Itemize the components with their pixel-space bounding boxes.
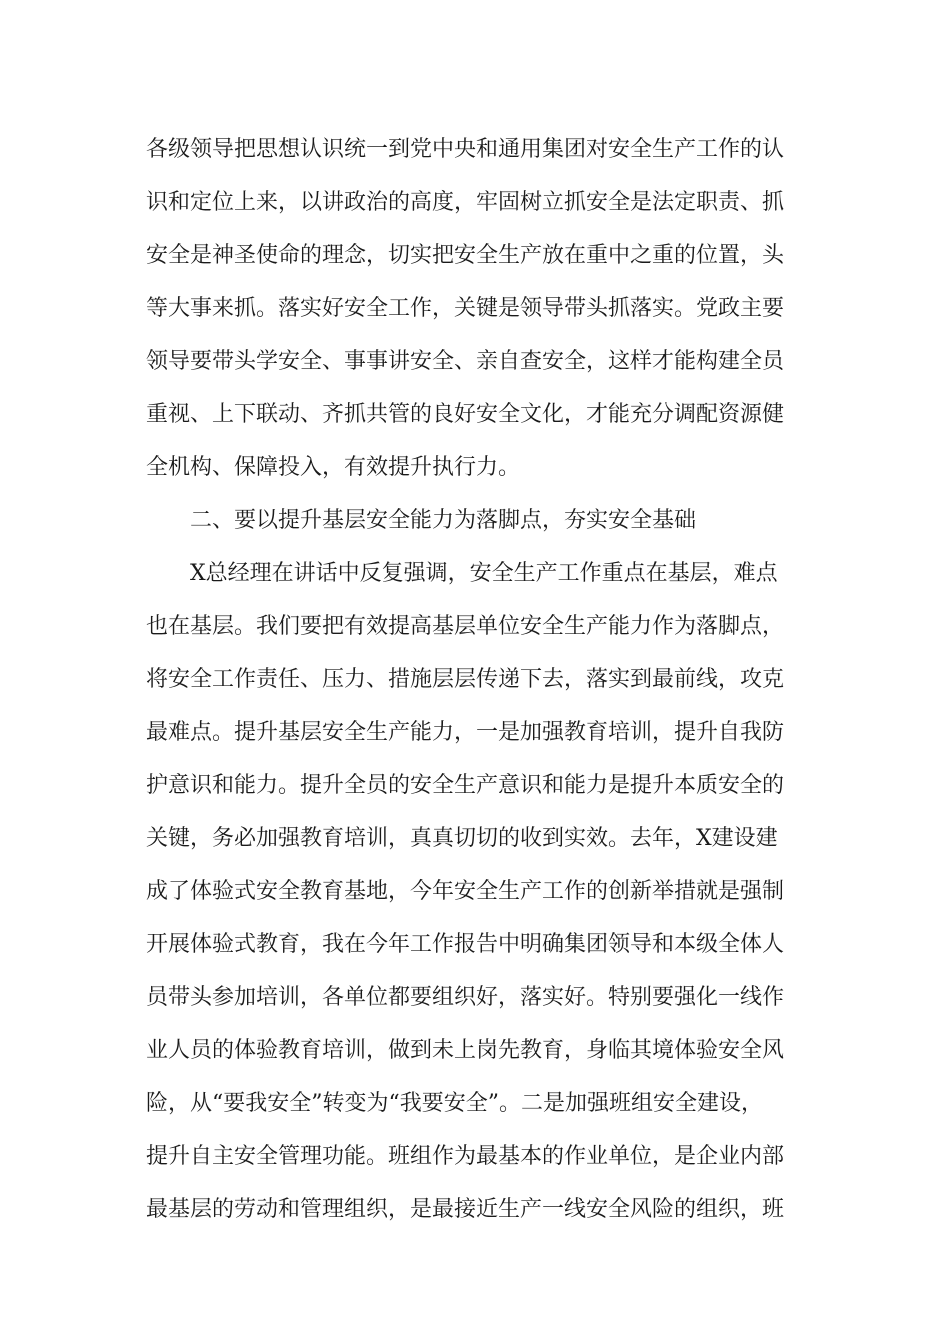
text-line: 业人员的体验教育培训，做到未上岗先教育，身临其境体验安全风 <box>146 1038 785 1063</box>
text-line: 护意识和能力。提升全员的安全生产意识和能力是提升本质安全的 <box>146 773 785 798</box>
text-line: 识和定位上来，以讲政治的高度，牢固树立抓安全是法定职责、抓 <box>146 190 785 215</box>
text-line: 险，从“要我安全”转变为“我要安全”。二是加强班组安全建设， <box>146 1091 763 1116</box>
text-line: 关键，务必加强教育培训，真真切切的收到实效。去年，X建设建 <box>146 826 778 851</box>
text-line: 重视、上下联动、齐抓共管的良好安全文化，才能充分调配资源健 <box>146 402 785 427</box>
text-line: 领导要带头学安全、事事讲安全、亲自查安全，这样才能构建全员 <box>146 349 785 374</box>
text-line: 将安全工作责任、压力、措施层层传递下去，落实到最前线，攻克 <box>146 667 785 692</box>
text-line: 等大事来抓。落实好安全工作，关键是领导带头抓落实。党政主要 <box>146 296 785 321</box>
text-line: 提升自主安全管理功能。班组作为最基本的作业单位，是企业内部 <box>146 1144 785 1169</box>
text-line: 员带头参加培训，各单位都要组织好，落实好。特别要强化一线作 <box>146 985 785 1010</box>
text-line: X总经理在讲话中反复强调，安全生产工作重点在基层，难点 <box>190 561 778 586</box>
text-line: 各级领导把思想认识统一到党中央和通用集团对安全生产工作的认 <box>146 137 785 162</box>
text-line: 也在基层。我们要把有效提高基层单位安全生产能力作为落脚点， <box>146 614 785 639</box>
section-heading: 二、要以提升基层安全能力为落脚点，夯实安全基础 <box>190 508 697 533</box>
text-line: 安全是神圣使命的理念，切实把安全生产放在重中之重的位置，头 <box>146 243 785 268</box>
text-line: 开展体验式教育，我在今年工作报告中明确集团领导和本级全体人 <box>146 932 785 957</box>
text-line: 全机构、保障投入，有效提升执行力。 <box>146 455 521 480</box>
text-line: 最基层的劳动和管理组织，是最接近生产一线安全风险的组织，班 <box>146 1197 785 1222</box>
text-line: 成了体验式安全教育基地，今年安全生产工作的创新举措就是强制 <box>146 879 785 904</box>
text-line: 最难点。提升基层安全生产能力，一是加强教育培训，提升自我防 <box>146 720 785 745</box>
